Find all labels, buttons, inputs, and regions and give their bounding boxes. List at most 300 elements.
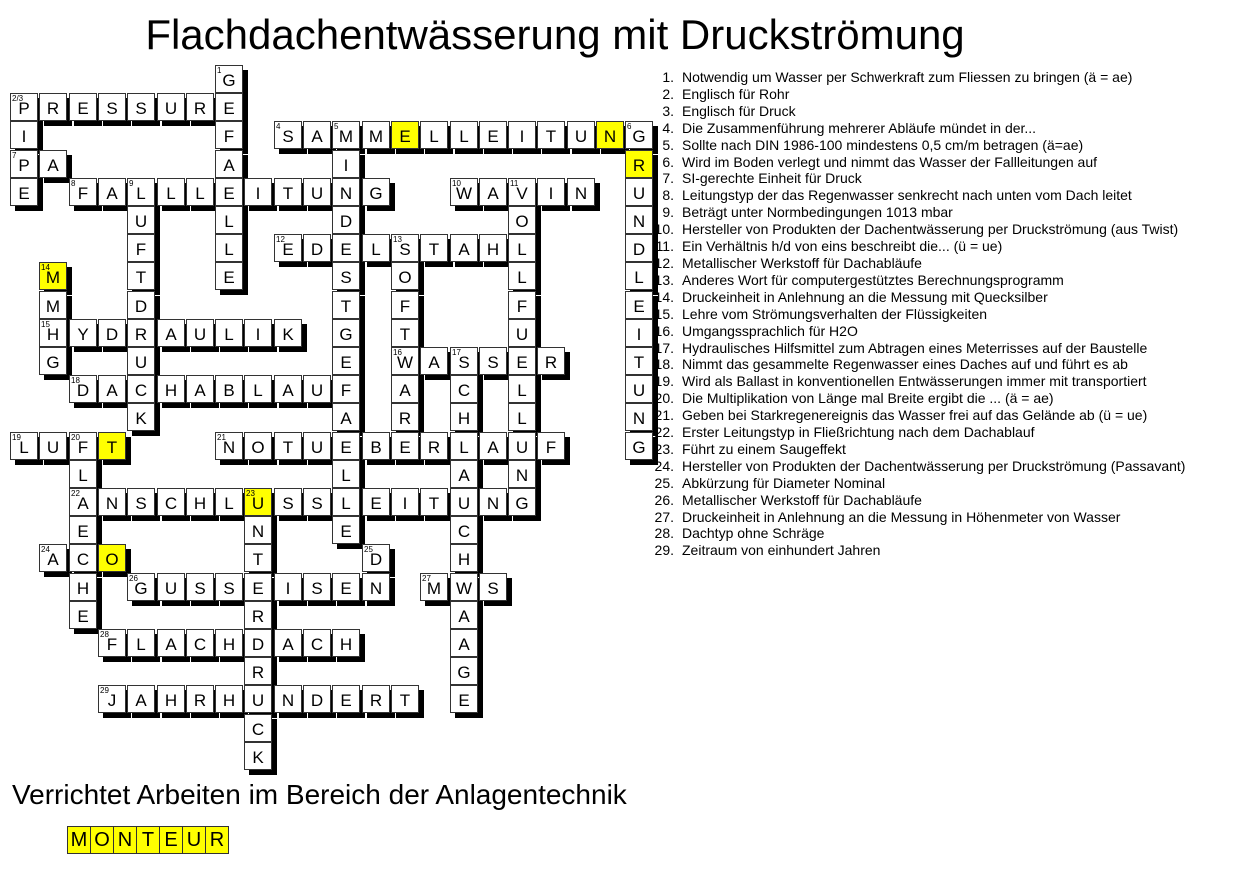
crossword-cell[interactable] xyxy=(391,234,419,262)
cell-letter: U xyxy=(134,212,148,231)
crossword-cell[interactable] xyxy=(244,685,272,713)
clue-item xyxy=(650,492,1185,509)
crossword-cell[interactable] xyxy=(274,685,302,713)
crossword-cell[interactable] xyxy=(332,150,360,178)
crossword-cell[interactable] xyxy=(186,319,214,347)
crossword-cell[interactable] xyxy=(332,685,360,713)
clue-text: Hydraulisches Hilfsmittel zum Abtragen eines Meterrisses auf der Baustelle xyxy=(682,339,1148,356)
crossword-cell[interactable] xyxy=(127,262,155,290)
crossword-cell[interactable] xyxy=(244,544,272,572)
crossword-cell[interactable] xyxy=(39,291,67,319)
crossword-cell[interactable] xyxy=(362,178,390,206)
crossword-cell[interactable] xyxy=(39,262,67,290)
cell-letter: N xyxy=(105,494,119,513)
crossword-cell[interactable] xyxy=(450,544,478,572)
crossword-cell[interactable] xyxy=(186,629,214,657)
clue-number: 25. xyxy=(654,474,674,491)
crossword-cell[interactable] xyxy=(391,319,419,347)
crossword-cell[interactable] xyxy=(39,150,67,178)
crossword-cell[interactable] xyxy=(127,375,155,403)
crossword-cell[interactable] xyxy=(303,234,331,262)
crossword-cell[interactable] xyxy=(69,544,97,572)
crossword-cell[interactable] xyxy=(362,121,390,149)
cell-letter: R xyxy=(398,409,412,428)
crossword-cell[interactable] xyxy=(215,432,243,460)
clue-text: Die Multiplikation von Länge mal Breite ergibt die ... (ä = ae) xyxy=(682,390,1054,407)
crossword-cell[interactable] xyxy=(69,601,97,629)
crossword-cell[interactable] xyxy=(244,432,272,460)
crossword-cell[interactable] xyxy=(244,319,272,347)
cell-letter: D xyxy=(339,212,353,231)
crossword-cell[interactable] xyxy=(244,601,272,629)
crossword-cell[interactable] xyxy=(303,629,331,657)
crossword-cell[interactable] xyxy=(450,432,478,460)
crossword-cell[interactable] xyxy=(625,319,653,347)
crossword-cell[interactable] xyxy=(303,432,331,460)
solution-cell[interactable]: O xyxy=(90,826,114,854)
crossword-cell[interactable] xyxy=(332,403,360,431)
cell-letter: H xyxy=(222,635,236,654)
cell-letter: N xyxy=(632,212,646,231)
crossword-cell[interactable] xyxy=(215,375,243,403)
crossword-cell[interactable] xyxy=(157,488,185,516)
crossword-cell[interactable] xyxy=(274,178,302,206)
crossword-cell[interactable] xyxy=(450,178,478,206)
crossword-cell[interactable] xyxy=(567,121,595,149)
cell-letter: H xyxy=(46,325,60,344)
crossword-cell[interactable] xyxy=(98,178,126,206)
cell-letter: A xyxy=(282,381,294,400)
cell-letter: R xyxy=(251,663,265,682)
crossword-cell[interactable] xyxy=(450,121,478,149)
crossword-cell[interactable] xyxy=(420,573,448,601)
crossword-cell[interactable] xyxy=(69,375,97,403)
crossword-cell[interactable] xyxy=(391,375,419,403)
crossword-cell[interactable] xyxy=(69,432,97,460)
crossword-cell[interactable] xyxy=(391,121,419,149)
crossword-cell[interactable] xyxy=(39,432,67,460)
clue-text: Beträgt unter Normbedingungen 1013 mbar xyxy=(682,204,953,221)
crossword-cell[interactable] xyxy=(332,432,360,460)
crossword-cell[interactable] xyxy=(332,375,360,403)
cell-letter: E xyxy=(340,579,352,598)
crossword-cell[interactable] xyxy=(420,488,448,516)
crossword-cell[interactable] xyxy=(186,178,214,206)
cell-letter: H xyxy=(193,494,207,513)
cell-letter: L xyxy=(136,635,146,654)
crossword-cell[interactable] xyxy=(479,178,507,206)
clue-number: 4. xyxy=(662,119,674,136)
cell-letter: A xyxy=(487,438,499,457)
crossword-cell[interactable] xyxy=(244,488,272,516)
clue-text: Metallischer Werkstoff für Dachabläufe xyxy=(682,254,922,271)
crossword-cell[interactable] xyxy=(127,629,155,657)
crossword-cell[interactable] xyxy=(39,544,67,572)
crossword-cell[interactable] xyxy=(98,488,126,516)
cell-letter: T xyxy=(282,184,294,203)
crossword-cell[interactable] xyxy=(362,488,390,516)
solution-cell[interactable]: E xyxy=(159,826,183,854)
solution-cell[interactable]: M xyxy=(67,826,91,854)
crossword-cell[interactable] xyxy=(186,573,214,601)
crossword-cell[interactable] xyxy=(625,178,653,206)
cell-number: 9 xyxy=(129,179,134,188)
crossword-cell[interactable] xyxy=(479,234,507,262)
clue-number: 26. xyxy=(654,491,674,508)
crossword-cell[interactable] xyxy=(625,262,653,290)
crossword-cell[interactable] xyxy=(98,93,126,121)
crossword-cell[interactable] xyxy=(508,488,536,516)
crossword-cell[interactable] xyxy=(274,234,302,262)
crossword-cell[interactable] xyxy=(625,206,653,234)
crossword-cell[interactable] xyxy=(391,685,419,713)
crossword-cell[interactable] xyxy=(332,573,360,601)
solution-cell[interactable]: T xyxy=(136,826,160,854)
crossword-cell[interactable] xyxy=(508,178,536,206)
crossword-cell[interactable] xyxy=(303,573,331,601)
crossword-cell[interactable] xyxy=(450,375,478,403)
crossword-cell[interactable] xyxy=(186,488,214,516)
crossword-cell[interactable] xyxy=(508,291,536,319)
crossword-cell[interactable] xyxy=(508,403,536,431)
crossword-cell[interactable] xyxy=(450,629,478,657)
crossword-cell[interactable] xyxy=(362,573,390,601)
crossword-cell[interactable] xyxy=(127,93,155,121)
cell-letter: E xyxy=(282,240,294,259)
crossword-cell[interactable] xyxy=(508,347,536,375)
crossword-cell[interactable] xyxy=(274,488,302,516)
cell-letter: R xyxy=(427,438,441,457)
crossword-cell[interactable] xyxy=(362,234,390,262)
crossword-cell[interactable] xyxy=(215,319,243,347)
crossword-cell[interactable] xyxy=(420,121,448,149)
crossword-cell[interactable] xyxy=(186,93,214,121)
crossword-cell[interactable] xyxy=(332,234,360,262)
crossword-cell[interactable] xyxy=(303,488,331,516)
crossword-cell[interactable] xyxy=(450,516,478,544)
cell-number: 5 xyxy=(334,122,339,131)
crossword-cell[interactable] xyxy=(215,206,243,234)
crossword-cell[interactable] xyxy=(127,291,155,319)
cell-letter: F xyxy=(545,438,557,457)
crossword-cell[interactable] xyxy=(274,573,302,601)
crossword-cell[interactable] xyxy=(479,347,507,375)
clue-item xyxy=(650,154,1185,171)
crossword-cell[interactable] xyxy=(274,319,302,347)
crossword-cell[interactable] xyxy=(362,544,390,572)
clue-number: 13. xyxy=(654,271,674,288)
crossword-cell[interactable] xyxy=(303,685,331,713)
cell-letter: N xyxy=(632,409,646,428)
solution-cell[interactable]: N xyxy=(113,826,137,854)
crossword-cell[interactable] xyxy=(537,432,565,460)
clue-item xyxy=(650,238,1185,255)
crossword-cell[interactable] xyxy=(450,657,478,685)
crossword-cell[interactable] xyxy=(450,403,478,431)
cell-letter: W xyxy=(455,579,473,598)
crossword-cell[interactable] xyxy=(127,347,155,375)
cell-letter: A xyxy=(165,325,177,344)
crossword-cell[interactable] xyxy=(98,375,126,403)
clue-item xyxy=(650,120,1185,137)
crossword-cell[interactable] xyxy=(274,629,302,657)
crossword-cell[interactable] xyxy=(127,178,155,206)
clue-text: Druckeinheit in Anlehnung an die Messung mit Quecksilber xyxy=(682,288,1048,305)
crossword-cell[interactable] xyxy=(244,657,272,685)
crossword-cell[interactable] xyxy=(215,234,243,262)
clue-number: 5. xyxy=(662,136,674,153)
crossword-cell[interactable] xyxy=(596,121,624,149)
crossword-cell[interactable] xyxy=(244,714,272,742)
crossword-cell[interactable] xyxy=(567,178,595,206)
crossword-cell[interactable] xyxy=(98,319,126,347)
cell-letter: B xyxy=(223,381,235,400)
crossword-cell[interactable] xyxy=(625,121,653,149)
crossword-cell[interactable] xyxy=(303,178,331,206)
cell-letter: A xyxy=(47,156,59,175)
clue-number: 7. xyxy=(662,170,674,187)
crossword-cell[interactable] xyxy=(508,121,536,149)
crossword-cell[interactable] xyxy=(391,262,419,290)
crossword-cell[interactable] xyxy=(274,375,302,403)
crossword-cell[interactable] xyxy=(69,319,97,347)
crossword-cell[interactable] xyxy=(215,629,243,657)
crossword-cell[interactable] xyxy=(332,347,360,375)
crossword-cell[interactable] xyxy=(244,516,272,544)
crossword-cell[interactable] xyxy=(157,573,185,601)
crossword-cell[interactable] xyxy=(215,150,243,178)
crossword-cell[interactable] xyxy=(391,403,419,431)
crossword-cell[interactable] xyxy=(625,403,653,431)
crossword-cell[interactable] xyxy=(332,319,360,347)
crossword-cell[interactable] xyxy=(127,488,155,516)
clue-item xyxy=(650,204,1185,221)
crossword-cell[interactable] xyxy=(508,206,536,234)
cell-letter: I xyxy=(402,494,408,513)
crossword-cell[interactable] xyxy=(303,375,331,403)
crossword-cell[interactable] xyxy=(69,93,97,121)
crossword-cell[interactable] xyxy=(98,544,126,572)
cell-letter: L xyxy=(517,381,527,400)
crossword-cell[interactable] xyxy=(391,488,419,516)
crossword-cell[interactable] xyxy=(362,685,390,713)
crossword-cell[interactable] xyxy=(215,685,243,713)
crossword-cell[interactable] xyxy=(508,432,536,460)
crossword-cell[interactable] xyxy=(479,121,507,149)
solution-cell[interactable]: U xyxy=(182,826,206,854)
crossword-cell[interactable] xyxy=(215,93,243,121)
crossword-cell[interactable] xyxy=(625,234,653,262)
crossword-cell[interactable] xyxy=(332,629,360,657)
crossword-cell[interactable] xyxy=(127,206,155,234)
crossword-cell[interactable] xyxy=(69,460,97,488)
clue-item xyxy=(650,340,1185,357)
cell-letter: O xyxy=(398,268,412,287)
cell-letter: A xyxy=(340,409,352,428)
crossword-cell[interactable] xyxy=(157,178,185,206)
crossword-cell[interactable] xyxy=(625,375,653,403)
clue-item xyxy=(650,458,1185,475)
crossword-cell[interactable] xyxy=(450,573,478,601)
crossword-cell[interactable] xyxy=(450,488,478,516)
clue-number: 3. xyxy=(662,102,674,119)
crossword-cell[interactable] xyxy=(479,488,507,516)
cell-letter: A xyxy=(458,635,470,654)
crossword-cell[interactable] xyxy=(69,573,97,601)
crossword-cell[interactable] xyxy=(244,178,272,206)
crossword-cell[interactable] xyxy=(537,121,565,149)
crossword-cell[interactable] xyxy=(362,432,390,460)
crossword-cell[interactable] xyxy=(450,234,478,262)
crossword-cell[interactable] xyxy=(127,319,155,347)
crossword-cell[interactable] xyxy=(625,291,653,319)
cell-letter: H xyxy=(339,635,353,654)
crossword-cell[interactable] xyxy=(450,460,478,488)
crossword-cell[interactable] xyxy=(39,319,67,347)
crossword-cell[interactable] xyxy=(186,375,214,403)
crossword-cell[interactable] xyxy=(10,93,38,121)
crossword-cell[interactable] xyxy=(157,93,185,121)
crossword-cell[interactable] xyxy=(625,150,653,178)
crossword-cell[interactable] xyxy=(332,121,360,149)
crossword-cell[interactable] xyxy=(450,601,478,629)
crossword-cell[interactable] xyxy=(215,121,243,149)
clue-item xyxy=(650,255,1185,272)
crossword-cell[interactable] xyxy=(127,234,155,262)
crossword-cell[interactable] xyxy=(450,347,478,375)
clue-text: Hersteller von Produkten der Dachentwässerung per Druckströmung (Passavant) xyxy=(682,457,1186,474)
crossword-cell[interactable] xyxy=(157,375,185,403)
crossword-cell[interactable] xyxy=(391,347,419,375)
cell-letter: G xyxy=(134,579,148,598)
crossword-cell[interactable] xyxy=(508,375,536,403)
crossword-cell[interactable] xyxy=(127,403,155,431)
crossword-cell[interactable] xyxy=(420,432,448,460)
crossword-cell[interactable] xyxy=(332,460,360,488)
cell-letter: M xyxy=(426,579,442,598)
crossword-cell[interactable] xyxy=(186,685,214,713)
crossword-cell[interactable] xyxy=(332,291,360,319)
crossword-cell[interactable] xyxy=(244,573,272,601)
crossword-cell[interactable] xyxy=(625,347,653,375)
crossword-cell[interactable] xyxy=(157,319,185,347)
crossword-cell[interactable] xyxy=(98,685,126,713)
crossword-cell[interactable] xyxy=(391,432,419,460)
cell-letter: T xyxy=(252,550,264,569)
crossword-cell[interactable] xyxy=(420,347,448,375)
crossword-cell[interactable] xyxy=(450,685,478,713)
cell-letter: H xyxy=(76,579,90,598)
crossword-cell[interactable] xyxy=(157,685,185,713)
crossword-cell[interactable] xyxy=(508,319,536,347)
crossword-cell[interactable] xyxy=(98,629,126,657)
cell-letter: E xyxy=(77,522,89,541)
crossword-cell[interactable] xyxy=(244,742,272,770)
crossword-cell[interactable] xyxy=(69,516,97,544)
clue-text: Englisch für Druck xyxy=(682,102,796,119)
cell-letter: U xyxy=(164,579,178,598)
cell-number: 1 xyxy=(217,66,222,75)
crossword-cell[interactable] xyxy=(127,573,155,601)
clue-list xyxy=(650,69,1185,559)
cell-letter: M xyxy=(368,127,384,146)
crossword-cell[interactable] xyxy=(69,178,97,206)
crossword-cell[interactable] xyxy=(215,573,243,601)
cell-number: 18 xyxy=(71,376,80,385)
crossword-cell[interactable] xyxy=(274,432,302,460)
solution-cell[interactable]: R xyxy=(205,826,229,854)
clue-item xyxy=(650,170,1185,187)
cell-letter: E xyxy=(487,127,499,146)
crossword-cell[interactable] xyxy=(69,488,97,516)
crossword-cell[interactable] xyxy=(39,93,67,121)
crossword-cell[interactable] xyxy=(303,121,331,149)
crossword-cell[interactable] xyxy=(391,291,419,319)
crossword-cell[interactable] xyxy=(625,432,653,460)
crossword-cell[interactable] xyxy=(508,262,536,290)
cell-letter: W xyxy=(396,353,414,372)
crossword-cell[interactable] xyxy=(10,150,38,178)
crossword-cell[interactable] xyxy=(332,262,360,290)
crossword-cell[interactable] xyxy=(274,121,302,149)
crossword-cell[interactable] xyxy=(10,432,38,460)
crossword-cell[interactable] xyxy=(332,488,360,516)
cell-letter: K xyxy=(252,748,264,767)
clue-number: 22. xyxy=(654,424,674,441)
crossword-cell[interactable] xyxy=(508,234,536,262)
crossword-cell[interactable] xyxy=(420,234,448,262)
crossword-cell[interactable] xyxy=(537,178,565,206)
crossword-cell[interactable] xyxy=(215,178,243,206)
cell-number: 4 xyxy=(276,122,281,131)
crossword-cell[interactable] xyxy=(98,432,126,460)
cell-letter: E xyxy=(340,353,352,372)
clue-text: Hersteller von Produkten der Dachentwässerung per Druckströmung (aus Twist) xyxy=(682,221,1179,238)
crossword-cell[interactable] xyxy=(332,516,360,544)
cell-letter: I xyxy=(636,325,642,344)
cell-letter: S xyxy=(311,494,323,513)
cell-letter: T xyxy=(399,325,411,344)
crossword-cell[interactable] xyxy=(127,685,155,713)
crossword-cell[interactable] xyxy=(244,629,272,657)
crossword-cell[interactable] xyxy=(479,432,507,460)
cell-letter: I xyxy=(519,127,525,146)
crossword-cell[interactable] xyxy=(10,121,38,149)
crossword-cell[interactable] xyxy=(10,178,38,206)
cell-letter: W xyxy=(455,184,473,203)
cell-letter: U xyxy=(251,691,265,710)
crossword-cell[interactable] xyxy=(215,65,243,93)
cell-letter: N xyxy=(222,438,236,457)
cell-letter: F xyxy=(516,297,528,316)
clue-number: 1. xyxy=(662,69,674,85)
crossword-cell[interactable] xyxy=(537,347,565,375)
crossword-cell[interactable] xyxy=(244,375,272,403)
cell-letter: L xyxy=(459,438,469,457)
crossword-cell[interactable] xyxy=(157,629,185,657)
crossword-cell[interactable] xyxy=(215,262,243,290)
clue-item xyxy=(650,323,1185,340)
crossword-cell[interactable] xyxy=(332,206,360,234)
cell-letter: S xyxy=(487,353,499,372)
crossword-cell[interactable] xyxy=(39,347,67,375)
cell-letter: L xyxy=(634,268,644,287)
cell-letter: G xyxy=(632,127,646,146)
crossword-cell[interactable] xyxy=(479,573,507,601)
crossword-cell[interactable] xyxy=(215,488,243,516)
crossword-cell[interactable] xyxy=(332,178,360,206)
crossword-cell[interactable] xyxy=(508,460,536,488)
